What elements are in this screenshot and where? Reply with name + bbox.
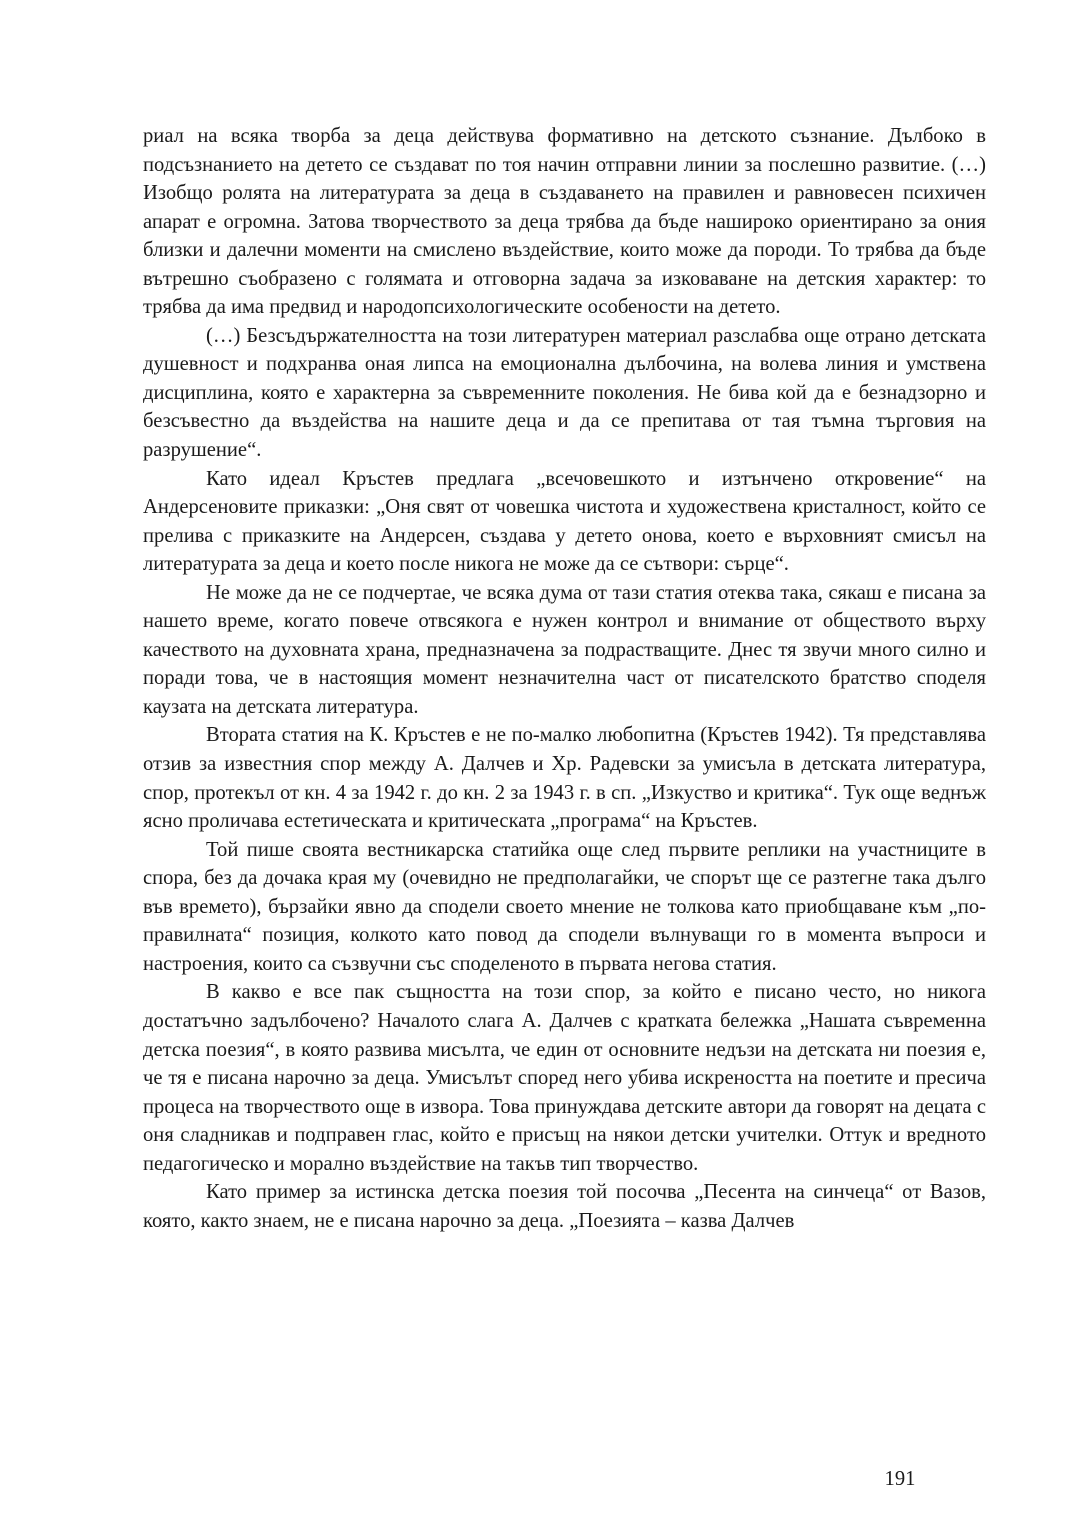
paragraph: Като пример за истинска детска поезия той посочва „Песента на синчеца“ от Вазов, която, както знаем, не е писана нарочно за деца. „Поезията – казва Далчев [143, 1181, 986, 1232]
page-number: 191 [884, 1468, 916, 1490]
paragraph-continuation: риал на всяка творба за деца действува формативно на детското съзнание. Дълбоко в подсъзнанието на детето се създават по тоя начин отправни линии за послешно развитие. (…) Изобщо ролята на литературата за деца в създаването на правилен и равновесен психичен апарат е огромна. Затова творчеството за деца трябва да бъде нашироко ориентирано за ония близки и далечни моменти на смислено въздействие, които може да породи. То трябва да бъде вътрешно съобразено с голямата и отговорна задача за изковаване на детския характер: то трябва да има предвид и народопсихологическите особености на детето. [143, 125, 986, 319]
paragraph: Той пише своята вестникарска статийка още след първите реплики на участниците в спора, без да дочака края му (очевидно не предполагайки, че спорът ще се разтегне така дълго във времето), бързайки явно да сподели своето мнение не толкова като приобщаване към „по-правилната“ позиция, колкото като повод да сподели вълнуващи го в момента въпроси и настроения, които са съзвучни със споделеното в първата негова статия. [143, 838, 986, 975]
paragraph: (…) Безсъдържателността на този литературен материал разслабва още отрано детската душевност и подхранва оная липса на емоционална дълбочина, на волева линия и умствена дисциплина, която е характерна за съвременните поколения. Не бива кой да е безнадзорно и безсъвестно да въздейства на нашите деца и да се препитава от тая тъмна търговия на разрушение“. [143, 324, 986, 462]
body-text [143, 122, 986, 1235]
paragraph: Като идеал Кръстев предлага „всечовешкото и изтънчено откровение“ на Андерсеновите приказки: „Оня свят от човешка чистота и художествена кристалност, който се прелива с приказките на Андерсен, създава у детето онова, което е върховният смисъл на литературата за деца и което после никога не може да се сътвори: сърце“. [143, 467, 986, 576]
paragraph: Втората статия на К. Кръстев е не по-малко любопитна (Кръстев 1942). Тя представлява отзив за известния спор между А. Далчев и Хр. Радевски за умисъла в детската литература, спор, протекъл от кн. 4 за 1942 г. до кн. 2 за 1943 г. в сп. „Изкуство и критика“. Тук още веднъж ясно проличава естетическата и критическата „програма“ на Кръстев. [143, 724, 986, 833]
paragraph: В какво е все пак същността на този спор, за който е писано често, но никога достатъчно задълбочено? Началото слага А. Далчев с кратката бележка „Нашата съвременна детска поезия“, в която развива мисълта, че един от основните недъзи на детската ни поезия е, че тя е писана нарочно за деца. Умисълът според него убива искреността на поетите и пресича процеса на творчеството още в извора. Това принуждава детските автори да говорят на децата с оня сладникав и подправен глас, който е присъщ на някои детски учителки. Оттук и вредното педагогическо и морално въздействие на такъв тип творчество. [143, 981, 986, 1175]
paragraph: Не може да не се подчертае, че всяка дума от тази статия отеква така, сякаш е писана за нашето време, когато повече отвсякога е нужен контрол и внимание от обществото върху качеството на духовната храна, предназначена за подрастващите. Днес тя звучи много силно и поради това, че в настоящия момент незначителна част от писателското братство споделя каузата на детската литература. [143, 581, 986, 718]
